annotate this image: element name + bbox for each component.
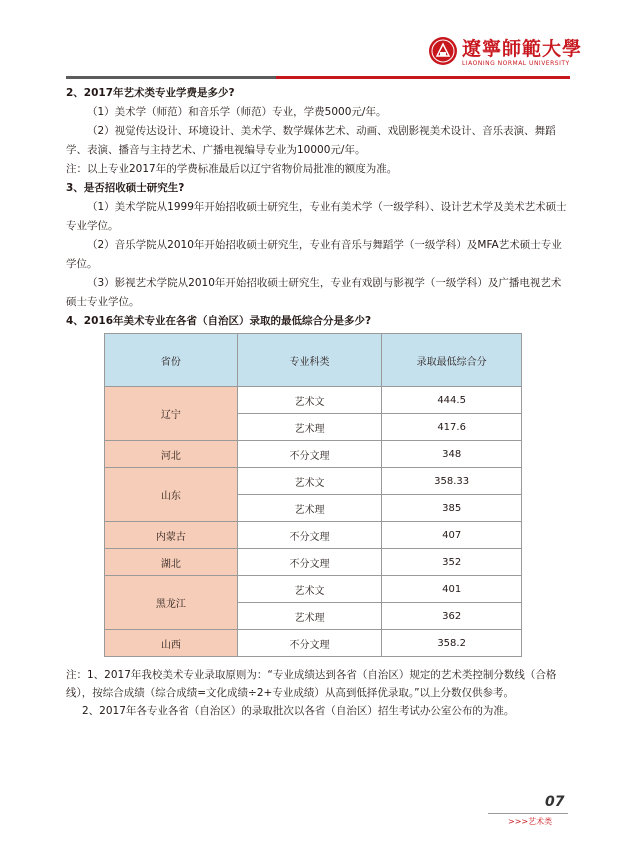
score-cell: 401 <box>382 576 522 603</box>
content-body <box>66 84 570 331</box>
paragraph: （2）音乐学院从2010年开始招收硕士研究生，专业有音乐与舞蹈学（一级学科）及MFA艺术硕士专业学位。 <box>66 239 562 270</box>
university-seal-icon <box>428 36 458 66</box>
type-cell: 艺术理 <box>237 414 382 441</box>
province-cell: 内蒙古 <box>105 522 238 549</box>
province-cell: 山东 <box>105 468 238 522</box>
paragraph: （1）美术学（师范）和音乐学（师范）专业，学费5000元/年。 <box>87 106 387 118</box>
score-cell: 352 <box>382 549 522 576</box>
note-paragraph: 注：以上专业2017年的学费标准最后以辽宁省物价局批准的额度为准。 <box>66 163 398 175</box>
province-cell: 黑龙江 <box>105 576 238 630</box>
score-table <box>104 333 522 657</box>
table-row <box>105 549 522 576</box>
table-row <box>105 468 522 495</box>
score-cell: 407 <box>382 522 522 549</box>
logo-chinese-name: 遼寧師範大學 <box>462 38 583 60</box>
province-cell: 河北 <box>105 441 238 468</box>
page-header <box>0 0 630 90</box>
column-header-score: 录取最低综合分 <box>382 334 522 387</box>
logo-english-name: LIAONING NORMAL UNIVERSITY <box>462 60 570 67</box>
footer-rule <box>488 813 568 814</box>
score-cell: 358.2 <box>382 630 522 657</box>
type-cell: 不分文理 <box>237 630 382 657</box>
question-heading: 3、是否招收硕士研究生? <box>66 182 185 194</box>
province-cell: 山西 <box>105 630 238 657</box>
column-header-type: 专业科类 <box>237 334 382 387</box>
page-number: 07 <box>545 794 565 810</box>
table-row <box>105 630 522 657</box>
question-heading: 4、2016年美术专业在各省（自治区）录取的最低综合分是多少? <box>66 315 372 327</box>
score-cell: 417.6 <box>382 414 522 441</box>
type-cell: 不分文理 <box>237 441 382 468</box>
footnote-2: 2、2017年各专业各省（自治区）的录取批次以各省（自治区）招生考试办公室公布的为准。 <box>82 705 515 717</box>
score-cell: 385 <box>382 495 522 522</box>
university-logo <box>428 34 583 76</box>
province-cell: 辽宁 <box>105 387 238 441</box>
paragraph: （2）视觉传达设计、环境设计、美术学、数学媒体艺术、动画、戏剧影视美术设计、音乐表演、舞蹈学、表演、播音与主持艺术、广播电视编导专业为10000元/年。 <box>66 125 556 156</box>
section-label: >>>艺术类 <box>508 817 553 826</box>
table-row <box>105 522 522 549</box>
type-cell: 艺术理 <box>237 603 382 630</box>
type-cell: 艺术文 <box>237 468 382 495</box>
score-cell: 358.33 <box>382 468 522 495</box>
score-cell: 444.5 <box>382 387 522 414</box>
paragraph: （3）影视艺术学院从2010年开始招收硕士研究生，专业有戏剧与影视学（一级学科）及广播电视艺术硕士专业学位。 <box>66 277 562 308</box>
table-row <box>105 387 522 414</box>
column-header-province: 省份 <box>105 334 238 387</box>
type-cell: 不分文理 <box>237 522 382 549</box>
type-cell: 艺术文 <box>237 387 382 414</box>
type-cell: 艺术文 <box>237 576 382 603</box>
province-cell: 湖北 <box>105 549 238 576</box>
table-row <box>105 576 522 603</box>
footnotes <box>66 666 576 720</box>
question-heading: 2、2017年艺术类专业学费是多少? <box>66 87 235 99</box>
paragraph: （1）美术学院从1999年开始招收硕士研究生，专业有美术学（一级学科）、设计艺术学及美术艺术硕士专业学位。 <box>66 201 567 232</box>
type-cell: 不分文理 <box>237 549 382 576</box>
score-cell: 348 <box>382 441 522 468</box>
type-cell: 艺术理 <box>237 495 382 522</box>
table-row <box>105 441 522 468</box>
footnote-1: 注：1、2017年我校美术专业录取原则为：“专业成绩达到各省（自治区）规定的艺术类控制分数线（合格线），按综合成绩（综合成绩=文化成绩÷2+专业成绩）从高到低择优录取。”以上分数仅供参考。 <box>66 669 557 699</box>
score-cell: 362 <box>382 603 522 630</box>
header-rule-dark <box>66 76 276 79</box>
